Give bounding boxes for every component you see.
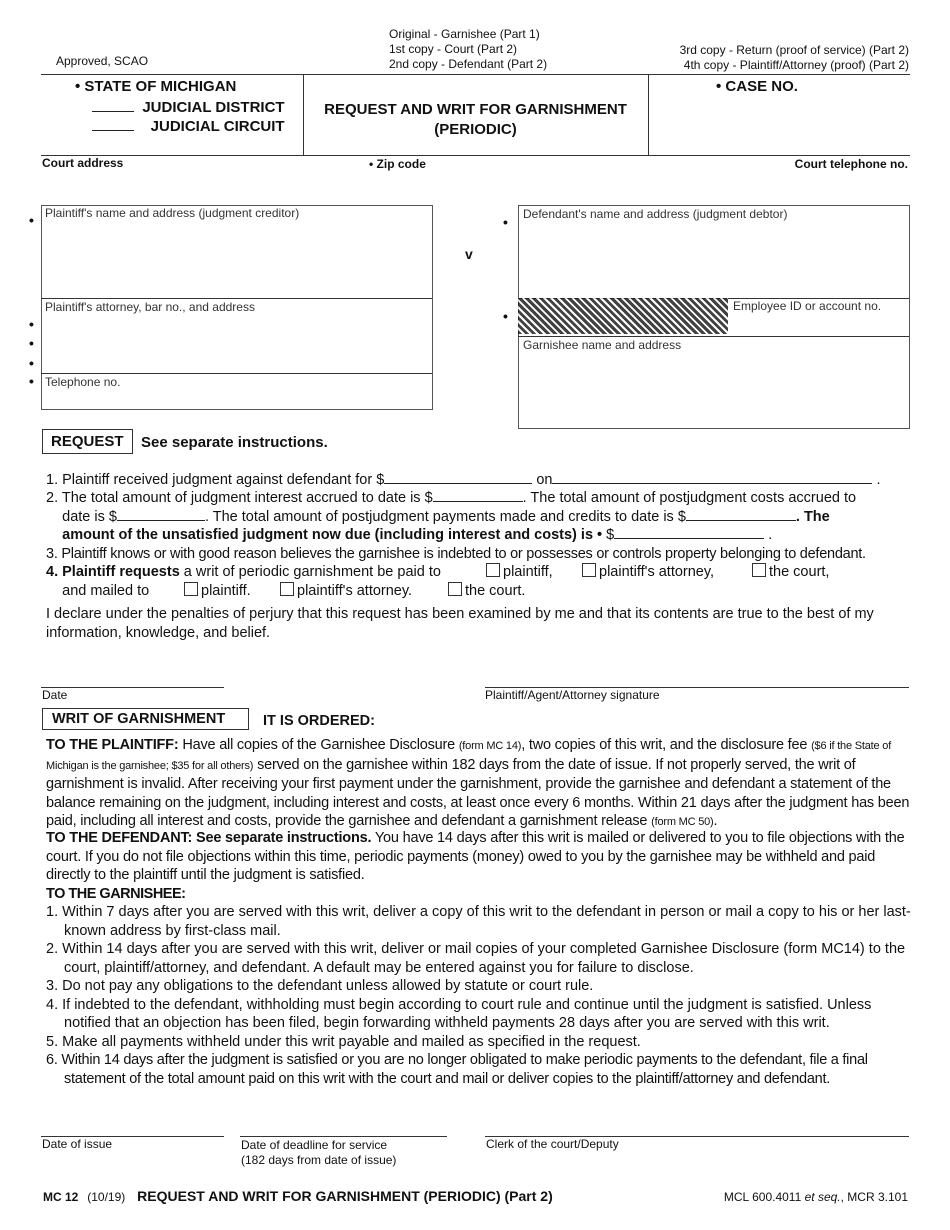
- deadline-label: Date of deadline for service (182 days from date of issue): [241, 1138, 397, 1167]
- to-the-garnishee: TO THE GARNISHEE:: [46, 886, 186, 902]
- request-item-4: 4. Plaintiff requests a writ of periodic garnishment be paid to plaintiff, plaintiff's attorney, the court, and mailed to plaintiff. plaintiff's attorney. the court.: [46, 564, 830, 599]
- garnishee-item: 5. Make all payments withheld under this writ payable and mailed as specified in the request.: [46, 1033, 641, 1050]
- mcl-reference: MCL 600.4011 et seq., MCR 3.101: [723, 1190, 908, 1204]
- judicial-circuit: JUDICIAL CIRCUIT: [92, 118, 285, 135]
- plaintiff-attorney-label: Plaintiff's attorney, bar no., and address: [45, 300, 255, 314]
- request-item-1: 1. Plaintiff received judgment against defendant for $ on .: [46, 472, 881, 488]
- defendant-name-label: Defendant's name and address (judgment debtor): [523, 207, 788, 221]
- mail-attorney-checkbox[interactable]: plaintiff's attorney.: [280, 582, 412, 601]
- garnishee-item: 1. Within 7 days after you are served with this writ, deliver a copy of this writ to the defendant in person or mail a copy to his or her last-known address by first-class mail.: [46, 904, 911, 939]
- form-footer: MC 12 (10/19) REQUEST AND WRIT FOR GARNISHMENT (PERIODIC) (Part 2): [43, 1188, 553, 1204]
- declaration-text: I declare under the penalties of perjury that this request has been examined by me and that its contents are true to the best of my information, knowledge, and belief.: [46, 606, 874, 641]
- court-phone-label: Court telephone no.: [794, 157, 908, 171]
- redacted-id-field: [518, 298, 728, 334]
- request-item-3: 3. Plaintiff knows or with good reason believes the garnishee is indebted to or possesses or controls property belonging to defendant.: [46, 546, 866, 562]
- clerk-label: Clerk of the court/Deputy: [486, 1137, 619, 1151]
- request-item-2: 2. The total amount of judgment interest accrued to date is $ . The total amount of postjudgment costs accrued to date is $ . The total amount of postjudgment payments made and credits to date is $ . The amount of the unsatisfied judgment now due (including interest and costs) is • $ .: [46, 490, 857, 543]
- garnishee-item: 4. If indebted to the defendant, withholding must begin according to court rule and continue until the judgment is satisfied. Unless notified that an objection has been filed, begin forwarding withheld payments 28 days after you are served with this writ.: [46, 996, 872, 1031]
- zip-code-label: • Zip code: [369, 157, 426, 171]
- pay-court-checkbox[interactable]: the court,: [752, 563, 829, 582]
- pay-plaintiff-checkbox[interactable]: plaintiff,: [486, 563, 553, 582]
- garnishee-item: 6. Within 14 days after the judgment is satisfied or you are no longer obligated to make periodic payments to the defendant, file a final statement of the total amount paid on this writ with the court and mail or deliver copies to the plaintiff/attorney and defendant.: [46, 1052, 868, 1087]
- request-instructions: See separate instructions.: [141, 434, 328, 451]
- garnishee-item: 2. Within 14 days after you are served with this writ, deliver or mail copies of your completed Garnishee Disclosure (form MC14) to the court, plaintiff/attorney, and defendant. A default may be entered against you for failure to disclose.: [46, 941, 906, 976]
- state-of-michigan: • STATE OF MICHIGAN: [75, 78, 237, 95]
- employee-id-label: Employee ID or account no.: [733, 299, 882, 313]
- request-heading: REQUEST: [42, 429, 133, 454]
- versus-label: v: [465, 246, 473, 262]
- judicial-district: JUDICIAL DISTRICT: [92, 99, 285, 116]
- telephone-label: Telephone no.: [45, 375, 121, 389]
- signature-label: Plaintiff/Agent/Attorney signature: [485, 688, 660, 702]
- copies-left: Original - Garnishee (Part 1) 1st copy - Court (Part 2) 2nd copy - Defendant (Part 2): [389, 27, 548, 71]
- it-is-ordered: IT IS ORDERED:: [263, 713, 375, 729]
- mail-plaintiff-checkbox[interactable]: plaintiff.: [184, 582, 251, 601]
- date-of-issue-label: Date of issue: [42, 1137, 113, 1151]
- case-no-label: • CASE NO.: [716, 78, 798, 95]
- to-the-plaintiff: TO THE PLAINTIFF: Have all copies of the Garnishee Disclosure (form MC 14), two copies of this writ, and the disclosure fee ($6 if the State of Michigan is the garnishee; $35 for all others) served on the garnishee within 182 days from the date of issue. If not properly served, the writ of garnishment is invalid. After receiving your first payment under the garnishment, provide the garnishee and defendant a statement of the balance remaining on the judgment, including interest and costs, at least once every 6 months. Within 21 days after the judgment has been paid, including all interest and costs, provide the garnishee and defendant a garnishment release (form MC 50).: [46, 737, 910, 829]
- mail-court-checkbox[interactable]: the court.: [448, 582, 525, 601]
- garnishee-item: 3. Do not pay any obligations to the defendant unless allowed by statute or court rule.: [46, 978, 594, 994]
- copies-right: 3rd copy - Return (proof of service) (Part 2) 4th copy - Plaintiff/Attorney (proof) (Part 2): [679, 43, 909, 72]
- form-title: REQUEST AND WRIT FOR GARNISHMENT (PERIODIC): [324, 101, 627, 138]
- pay-attorney-checkbox[interactable]: plaintiff's attorney,: [582, 563, 714, 582]
- writ-heading: WRIT OF GARNISHMENT: [42, 708, 249, 730]
- court-address-label: Court address: [42, 156, 124, 170]
- plaintiff-name-label: Plaintiff's name and address (judgment creditor): [45, 206, 300, 220]
- approved-label: Approved, SCAO: [56, 54, 149, 68]
- garnishee-list: [46, 903, 912, 1088]
- date-label: Date: [42, 688, 68, 702]
- to-the-defendant: TO THE DEFENDANT: See separate instructions. You have 14 days after this writ is mailed or delivered to you to file objections with the court. If you do not file objections within this time, periodic payments (money) owed to you by the garnishee may be withheld and paid directly to the plaintiff until the judgment is satisfied.: [46, 830, 905, 883]
- garnishee-label: Garnishee name and address: [523, 338, 682, 352]
